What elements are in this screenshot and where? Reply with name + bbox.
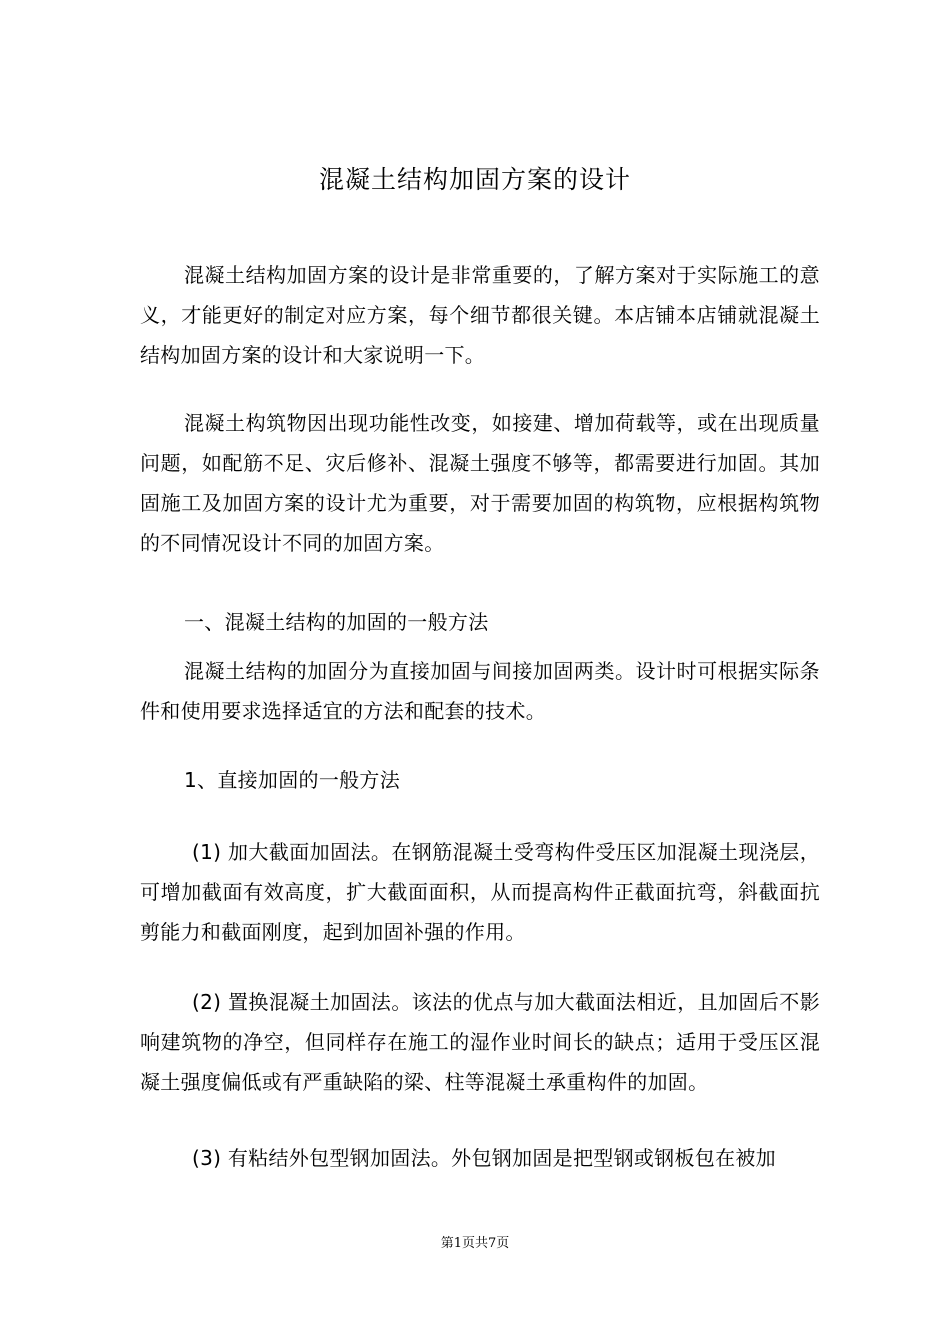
- paragraph-intro: 混凝土结构加固方案的设计是非常重要的，了解方案对于实际施工的意义，才能更好的制定对应方案，每个细节都很关键。本店铺本店铺就混凝土结构加固方案的设计和大家说明一下。: [140, 263, 820, 367]
- page-number-footer: 第1页共7页: [440, 1236, 510, 1251]
- section-heading-general-methods: 一、混凝土结构的加固的一般方法: [184, 610, 489, 634]
- paragraph-background: 混凝土构筑物因出现功能性改变，如接建、增加荷载等，或在出现质量问题，如配筋不足、灾后修补、混凝土强度不够等，都需要进行加固。其加固施工及加固方案的设计尤为重要，对于需要加固的构筑物，应根据构筑物的不同情况设计不同的加固方案。: [140, 411, 820, 555]
- document-title: 混凝土结构加固方案的设计: [318, 165, 631, 194]
- paragraph-method-1: (1) 加大截面加固法。在钢筋混凝土受弯构件受压区加混凝土现浇层，可增加截面有效高度，扩大截面面积，从而提高构件正截面抗弯，斜截面抗剪能力和截面刚度，起到加固补强的作用。: [140, 840, 820, 944]
- subsection-heading-direct-methods: 1、直接加固的一般方法: [184, 768, 401, 792]
- paragraph-classification: 混凝土结构的加固分为直接加固与间接加固两类。设计时可根据实际条件和使用要求选择适宜的方法和配套的技术。: [140, 659, 820, 723]
- paragraph-method-3: (3) 有粘结外包型钢加固法。外包钢加固是把型钢或钢板包在被加: [192, 1146, 776, 1170]
- paragraph-method-2: (2) 置换混凝土加固法。该法的优点与加大截面法相近，且加固后不影响建筑物的净空，但同样存在施工的湿作业时间长的缺点；适用于受压区混凝土强度偏低或有严重缺陷的梁、柱等混凝土承重构件的加固。: [140, 990, 820, 1094]
